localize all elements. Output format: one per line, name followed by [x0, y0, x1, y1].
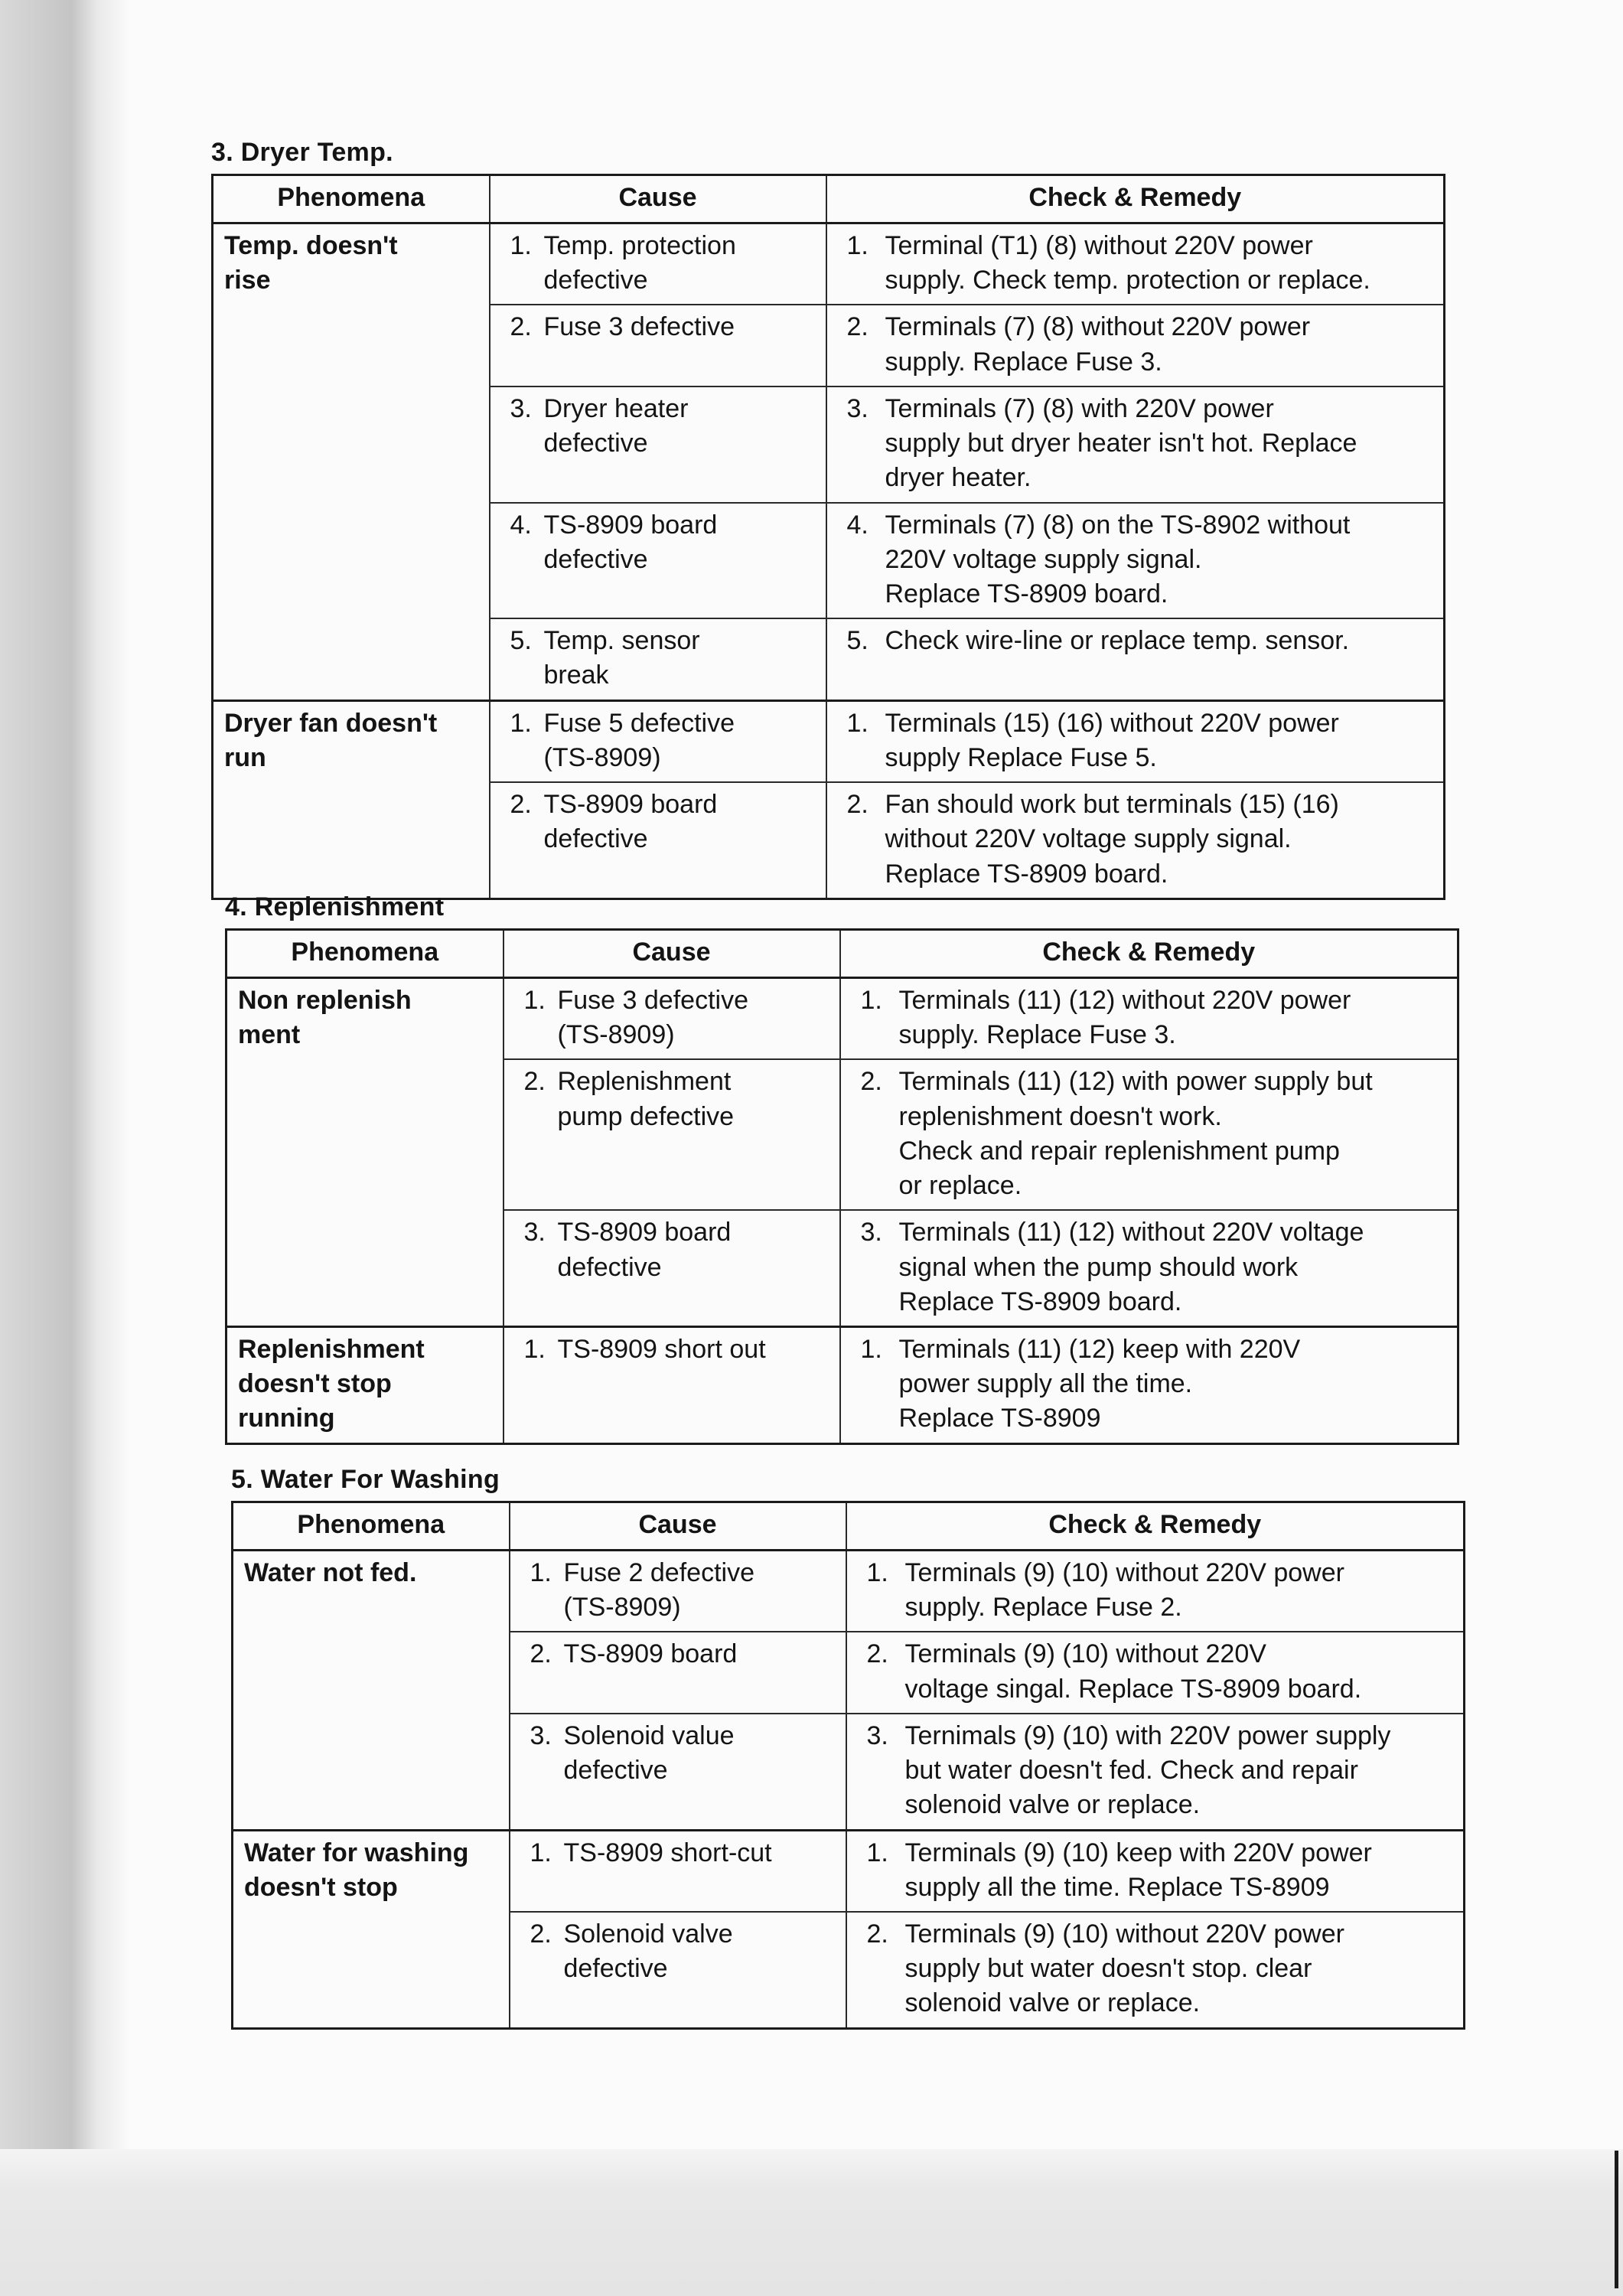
- remedy-cell: [846, 1551, 1465, 1632]
- remedy-number: 2.: [866, 1639, 888, 1669]
- remedy-number: 2.: [860, 1067, 882, 1097]
- header-phenomena: Phenomena: [227, 930, 504, 978]
- remedy-text: Ternimals (9) (10) with 220V power supply but water doesn't fed. Check and repair solenoid valve or replace.: [904, 1720, 1391, 1820]
- phenomenon-cell: [233, 1830, 510, 2028]
- header-cause: Cause: [510, 1502, 846, 1551]
- cause-number: 2.: [530, 1919, 552, 1949]
- remedy-number: 3.: [860, 1218, 882, 1247]
- cause-cell: [490, 386, 826, 503]
- section-water-for-washing: [231, 1465, 1465, 2030]
- cause-text: Fuse 2 defective (TS-8909): [563, 1558, 754, 1623]
- remedy-cell: [846, 1714, 1465, 1830]
- cause-number: 2.: [530, 1639, 552, 1669]
- remedy-number: 3.: [846, 393, 869, 423]
- remedy-number: 2.: [866, 1919, 888, 1949]
- remedy-cell: [826, 503, 1445, 619]
- cause-number: 3.: [530, 1720, 552, 1750]
- cause-number: 3.: [523, 1218, 546, 1247]
- remedy-cell: [826, 386, 1445, 503]
- cause-cell: [510, 1830, 846, 1912]
- remedy-cell: [826, 223, 1445, 305]
- header-row: [233, 1502, 1465, 1551]
- remedy-text: Terminals (15) (16) without 220V power supply Replace Fuse 5.: [885, 708, 1339, 772]
- section-title: 4. Replenishment: [225, 892, 445, 921]
- phenomenon-cell: [227, 1326, 504, 1443]
- table-row: [233, 1551, 1465, 1632]
- remedy-number: 3.: [866, 1720, 888, 1750]
- remedy-text: Terminals (11) (12) with power supply but replenishment doesn't work. Check and repair replenishment pump or replace.: [898, 1067, 1373, 1201]
- cause-text: TS-8909 short out: [557, 1334, 766, 1364]
- cause-cell: [510, 1912, 846, 2028]
- troubleshooting-table: [211, 174, 1445, 900]
- cause-text: Dryer heater defective: [543, 393, 689, 458]
- cause-text: TS-8909 board defective: [543, 790, 718, 854]
- header-cause: Cause: [490, 175, 826, 223]
- phenomenon-text: Replenishment doesn't stop running: [238, 1334, 425, 1433]
- phenomenon-cell: [233, 1551, 510, 1831]
- header-phenomena: Phenomena: [233, 1502, 510, 1551]
- table-row: [213, 700, 1445, 782]
- remedy-number: 4.: [846, 510, 869, 540]
- remedy-number: 2.: [846, 790, 869, 820]
- remedy-cell: [846, 1632, 1465, 1713]
- cause-cell: [490, 782, 826, 899]
- remedy-cell: [846, 1830, 1465, 1912]
- remedy-number: 1.: [846, 708, 869, 738]
- phenomenon-text: Water for washing doesn't stop: [244, 1838, 469, 1902]
- cause-text: Replenishment pump defective: [557, 1067, 735, 1131]
- remedy-cell: [826, 305, 1445, 386]
- remedy-text: Terminal (T1) (8) without 220V power supply. Check temp. protection or replace.: [885, 231, 1370, 295]
- scan-edge-mark: [1615, 2151, 1618, 2288]
- section-title: 3. Dryer Temp.: [211, 138, 393, 167]
- remedy-text: Terminals (9) (10) without 220V power supply. Replace Fuse 2.: [904, 1558, 1344, 1623]
- cause-text: TS-8909 board defective: [557, 1218, 732, 1282]
- phenomenon-cell: [227, 978, 504, 1327]
- remedy-number: 1.: [860, 1334, 882, 1364]
- cause-text: TS-8909 board defective: [543, 510, 718, 574]
- cause-number: 2.: [510, 790, 532, 820]
- remedy-text: Terminals (11) (12) keep with 220V power supply all the time. Replace TS-8909: [898, 1334, 1301, 1433]
- remedy-cell: [826, 782, 1445, 899]
- cause-text: Solenoid valve defective: [563, 1919, 733, 1984]
- remedy-text: Terminals (7) (8) on the TS-8902 without 220V voltage supply signal. Replace TS-8909 board.: [885, 510, 1351, 608]
- cause-text: Fuse 3 defective: [543, 312, 735, 342]
- troubleshooting-table: [225, 928, 1459, 1445]
- remedy-cell: [840, 1210, 1458, 1326]
- cause-cell: [490, 223, 826, 305]
- cause-number: 3.: [510, 393, 532, 423]
- table-row: [233, 1830, 1465, 1912]
- remedy-text: Terminals (11) (12) without 220V power supply. Replace Fuse 3.: [898, 986, 1351, 1050]
- cause-number: 1.: [530, 1838, 552, 1867]
- phenomenon-cell: [213, 700, 490, 899]
- remedy-cell: [840, 1326, 1458, 1443]
- page-bottom-edge: [0, 2149, 1623, 2296]
- phenomenon-text: Temp. doesn't rise: [224, 231, 398, 295]
- troubleshooting-table: [231, 1501, 1465, 2030]
- table-row: [213, 223, 1445, 305]
- cause-cell: [490, 700, 826, 782]
- cause-text: TS-8909 short-cut: [563, 1838, 772, 1867]
- cause-number: 1.: [510, 708, 532, 738]
- section-title: 5. Water For Washing: [231, 1465, 500, 1494]
- cause-text: Fuse 5 defective (TS-8909): [543, 708, 735, 772]
- cause-number: 1.: [510, 231, 532, 260]
- cause-number: 2.: [510, 312, 532, 342]
- phenomenon-text: Water not fed.: [244, 1558, 417, 1587]
- remedy-cell: [840, 978, 1458, 1060]
- table-row: [227, 978, 1458, 1060]
- remedy-text: Terminals (9) (10) without 220V power supply but water doesn't stop. clear solenoid valve or replace.: [904, 1919, 1344, 2018]
- cause-cell: [510, 1632, 846, 1713]
- header-row: [227, 930, 1458, 978]
- cause-text: Solenoid value defective: [563, 1720, 735, 1786]
- remedy-number: 1.: [846, 231, 869, 260]
- remedy-text: Terminals (9) (10) keep with 220V power supply all the time. Replace TS-8909: [904, 1838, 1372, 1902]
- header-check-remedy: Check & Remedy: [840, 930, 1458, 978]
- cause-cell: [510, 1551, 846, 1632]
- cause-text: Temp. sensor break: [543, 626, 700, 690]
- cause-cell: [504, 1326, 840, 1443]
- remedy-number: 5.: [846, 626, 869, 656]
- phenomenon-cell: [213, 223, 490, 701]
- cause-cell: [504, 978, 840, 1060]
- remedy-number: 1.: [866, 1558, 888, 1587]
- remedy-cell: [846, 1912, 1465, 2028]
- remedy-number: 1.: [866, 1838, 888, 1867]
- cause-number: 1.: [530, 1558, 552, 1587]
- cause-cell: [490, 618, 826, 700]
- page-binding-edge: [0, 0, 130, 2296]
- remedy-number: 2.: [846, 312, 869, 342]
- cause-number: 1.: [523, 986, 546, 1015]
- remedy-text: Terminals (9) (10) without 220V voltage singal. Replace TS-8909 board.: [904, 1639, 1362, 1704]
- remedy-text: Terminals (7) (8) with 220V power supply but dryer heater isn't hot. Replace dryer heater.: [885, 393, 1357, 493]
- cause-cell: [504, 1210, 840, 1326]
- cause-text: Fuse 3 defective (TS-8909): [557, 986, 748, 1050]
- header-row: [213, 175, 1445, 223]
- header-phenomena: Phenomena: [213, 175, 490, 223]
- remedy-text: Fan should work but terminals (15) (16) without 220V voltage supply signal. Replace TS-8909 board.: [885, 790, 1339, 889]
- section-dryer-temp: [211, 138, 1445, 900]
- remedy-text: Check wire-line or replace temp. sensor.: [885, 626, 1350, 656]
- section-replenishment: [225, 892, 1459, 1445]
- cause-cell: [504, 1059, 840, 1210]
- remedy-cell: [826, 700, 1445, 782]
- cause-number: 5.: [510, 626, 532, 656]
- header-check-remedy: Check & Remedy: [826, 175, 1445, 223]
- phenomenon-text: Dryer fan doesn't run: [224, 708, 438, 772]
- remedy-text: Terminals (11) (12) without 220V voltage signal when the pump should work Replace TS-8909 board.: [898, 1218, 1364, 1316]
- header-check-remedy: Check & Remedy: [846, 1502, 1465, 1551]
- cause-number: 2.: [523, 1067, 546, 1097]
- table-row: [227, 1326, 1458, 1443]
- remedy-text: Terminals (7) (8) without 220V power supply. Replace Fuse 3.: [885, 312, 1311, 377]
- cause-cell: [510, 1714, 846, 1830]
- remedy-number: 1.: [860, 986, 882, 1015]
- cause-cell: [490, 305, 826, 386]
- remedy-cell: [840, 1059, 1458, 1210]
- cause-text: TS-8909 board: [563, 1639, 738, 1669]
- phenomenon-text: Non replenish ment: [238, 986, 412, 1050]
- header-cause: Cause: [504, 930, 840, 978]
- cause-number: 4.: [510, 510, 532, 540]
- cause-text: Temp. protection defective: [543, 231, 736, 295]
- cause-cell: [490, 503, 826, 619]
- cause-number: 1.: [523, 1334, 546, 1364]
- remedy-cell: [826, 618, 1445, 700]
